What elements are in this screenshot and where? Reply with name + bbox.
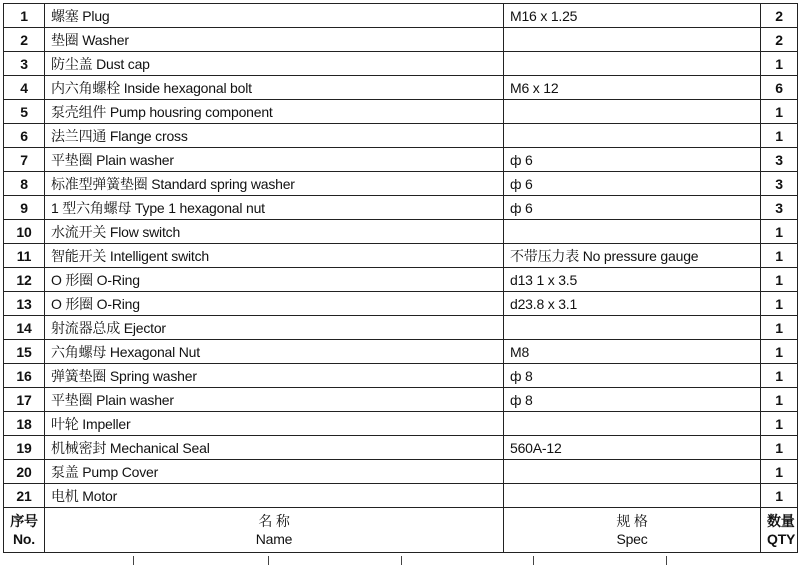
header-spec-en: Spec <box>616 531 648 547</box>
part-spec: ф 6 <box>504 172 761 196</box>
table-row <box>4 76 798 100</box>
header-name-en: Name <box>255 531 293 547</box>
part-qty: 1 <box>761 244 798 268</box>
table-row <box>4 172 798 196</box>
header-spec <box>504 508 761 553</box>
part-name: 垫圈 Washer <box>45 28 504 52</box>
header-qty-cn: 数量 <box>767 513 795 529</box>
part-name: 射流器总成 Ejector <box>45 316 504 340</box>
part-qty: 2 <box>761 28 798 52</box>
header-qty-en: QTY <box>767 531 796 547</box>
table-row <box>4 28 798 52</box>
part-name: 法兰四通 Flange cross <box>45 124 504 148</box>
table-row <box>4 412 798 436</box>
part-name: 泵盖 Pump Cover <box>45 460 504 484</box>
part-qty: 3 <box>761 172 798 196</box>
part-qty: 1 <box>761 340 798 364</box>
row-number: 19 <box>4 436 45 460</box>
header-spec-cn: 规 格 <box>616 513 648 529</box>
part-spec: 不带压力表 No pressure gauge <box>504 244 761 268</box>
part-name: O 形圈 O-Ring <box>45 292 504 316</box>
table-row <box>4 100 798 124</box>
parts-list-body <box>4 4 798 508</box>
table-row <box>4 268 798 292</box>
part-spec: d23.8 x 3.1 <box>504 292 761 316</box>
table-row <box>4 196 798 220</box>
header-name <box>45 508 504 553</box>
row-number: 1 <box>4 4 45 28</box>
table-row <box>4 244 798 268</box>
row-number: 11 <box>4 244 45 268</box>
part-spec: ф 8 <box>504 388 761 412</box>
part-spec: M6 x 12 <box>504 76 761 100</box>
title-block-divider <box>401 556 402 565</box>
table-header-row <box>4 508 798 553</box>
row-number: 5 <box>4 100 45 124</box>
table-row <box>4 340 798 364</box>
part-name: 六角螺母 Hexagonal Nut <box>45 340 504 364</box>
row-number: 7 <box>4 148 45 172</box>
row-number: 3 <box>4 52 45 76</box>
part-name: 机械密封 Mechanical Seal <box>45 436 504 460</box>
part-name: 水流开关 Flow switch <box>45 220 504 244</box>
part-spec <box>504 52 761 76</box>
table-row <box>4 460 798 484</box>
table-row <box>4 388 798 412</box>
part-qty: 1 <box>761 436 798 460</box>
table-row <box>4 364 798 388</box>
table-row <box>4 316 798 340</box>
part-name: 泵壳组件 Pump housring component <box>45 100 504 124</box>
part-spec: ф 8 <box>504 364 761 388</box>
part-name: 平垫圈 Plain washer <box>45 388 504 412</box>
table-row <box>4 148 798 172</box>
part-qty: 1 <box>761 316 798 340</box>
part-name: 弹簧垫圈 Spring washer <box>45 364 504 388</box>
part-qty: 1 <box>761 268 798 292</box>
part-spec: M16 x 1.25 <box>504 4 761 28</box>
part-name: 叶轮 Impeller <box>45 412 504 436</box>
part-qty: 6 <box>761 76 798 100</box>
row-number: 12 <box>4 268 45 292</box>
table-row <box>4 52 798 76</box>
header-no <box>4 508 45 553</box>
part-name: 标准型弹簧垫圈 Standard spring washer <box>45 172 504 196</box>
part-qty: 3 <box>761 196 798 220</box>
part-spec <box>504 484 761 508</box>
part-spec: ф 6 <box>504 196 761 220</box>
row-number: 2 <box>4 28 45 52</box>
row-number: 4 <box>4 76 45 100</box>
part-qty: 1 <box>761 484 798 508</box>
header-name-cn: 名 称 <box>258 513 290 529</box>
part-spec: 560A-12 <box>504 436 761 460</box>
row-number: 8 <box>4 172 45 196</box>
part-name: 防尘盖 Dust cap <box>45 52 504 76</box>
row-number: 16 <box>4 364 45 388</box>
row-number: 15 <box>4 340 45 364</box>
part-name: 智能开关 Intelligent switch <box>45 244 504 268</box>
table-row <box>4 220 798 244</box>
header-qty <box>761 508 798 553</box>
row-number: 14 <box>4 316 45 340</box>
part-spec <box>504 460 761 484</box>
title-block-divider <box>133 556 134 565</box>
table-row <box>4 124 798 148</box>
row-number: 6 <box>4 124 45 148</box>
header-no-cn: 序号 <box>10 513 38 529</box>
part-qty: 1 <box>761 412 798 436</box>
header-no-en: No. <box>13 531 35 547</box>
title-block-edge <box>3 556 797 565</box>
parts-list-table <box>3 3 798 553</box>
part-qty: 1 <box>761 124 798 148</box>
part-qty: 1 <box>761 364 798 388</box>
part-qty: 1 <box>761 460 798 484</box>
table-row <box>4 436 798 460</box>
part-spec <box>504 316 761 340</box>
part-name: 1 型六角螺母 Type 1 hexagonal nut <box>45 196 504 220</box>
part-qty: 2 <box>761 4 798 28</box>
title-block-divider <box>268 556 269 565</box>
table-row <box>4 484 798 508</box>
parts-list-sheet <box>3 3 797 561</box>
row-number: 18 <box>4 412 45 436</box>
title-block-divider <box>533 556 534 565</box>
part-spec <box>504 124 761 148</box>
table-row <box>4 4 798 28</box>
title-block-divider <box>666 556 667 565</box>
part-name: 平垫圈 Plain washer <box>45 148 504 172</box>
part-name: O 形圈 O-Ring <box>45 268 504 292</box>
table-row <box>4 292 798 316</box>
part-name: 内六角螺栓 Inside hexagonal bolt <box>45 76 504 100</box>
row-number: 20 <box>4 460 45 484</box>
row-number: 10 <box>4 220 45 244</box>
part-spec: d13 1 x 3.5 <box>504 268 761 292</box>
row-number: 17 <box>4 388 45 412</box>
part-spec <box>504 100 761 124</box>
row-number: 13 <box>4 292 45 316</box>
row-number: 9 <box>4 196 45 220</box>
part-qty: 1 <box>761 388 798 412</box>
part-spec <box>504 28 761 52</box>
part-qty: 1 <box>761 100 798 124</box>
part-name: 螺塞 Plug <box>45 4 504 28</box>
part-qty: 1 <box>761 52 798 76</box>
part-qty: 1 <box>761 220 798 244</box>
part-spec: ф 6 <box>504 148 761 172</box>
part-spec <box>504 412 761 436</box>
row-number: 21 <box>4 484 45 508</box>
part-spec: M8 <box>504 340 761 364</box>
part-qty: 1 <box>761 292 798 316</box>
part-qty: 3 <box>761 148 798 172</box>
part-spec <box>504 220 761 244</box>
part-name: 电机 Motor <box>45 484 504 508</box>
